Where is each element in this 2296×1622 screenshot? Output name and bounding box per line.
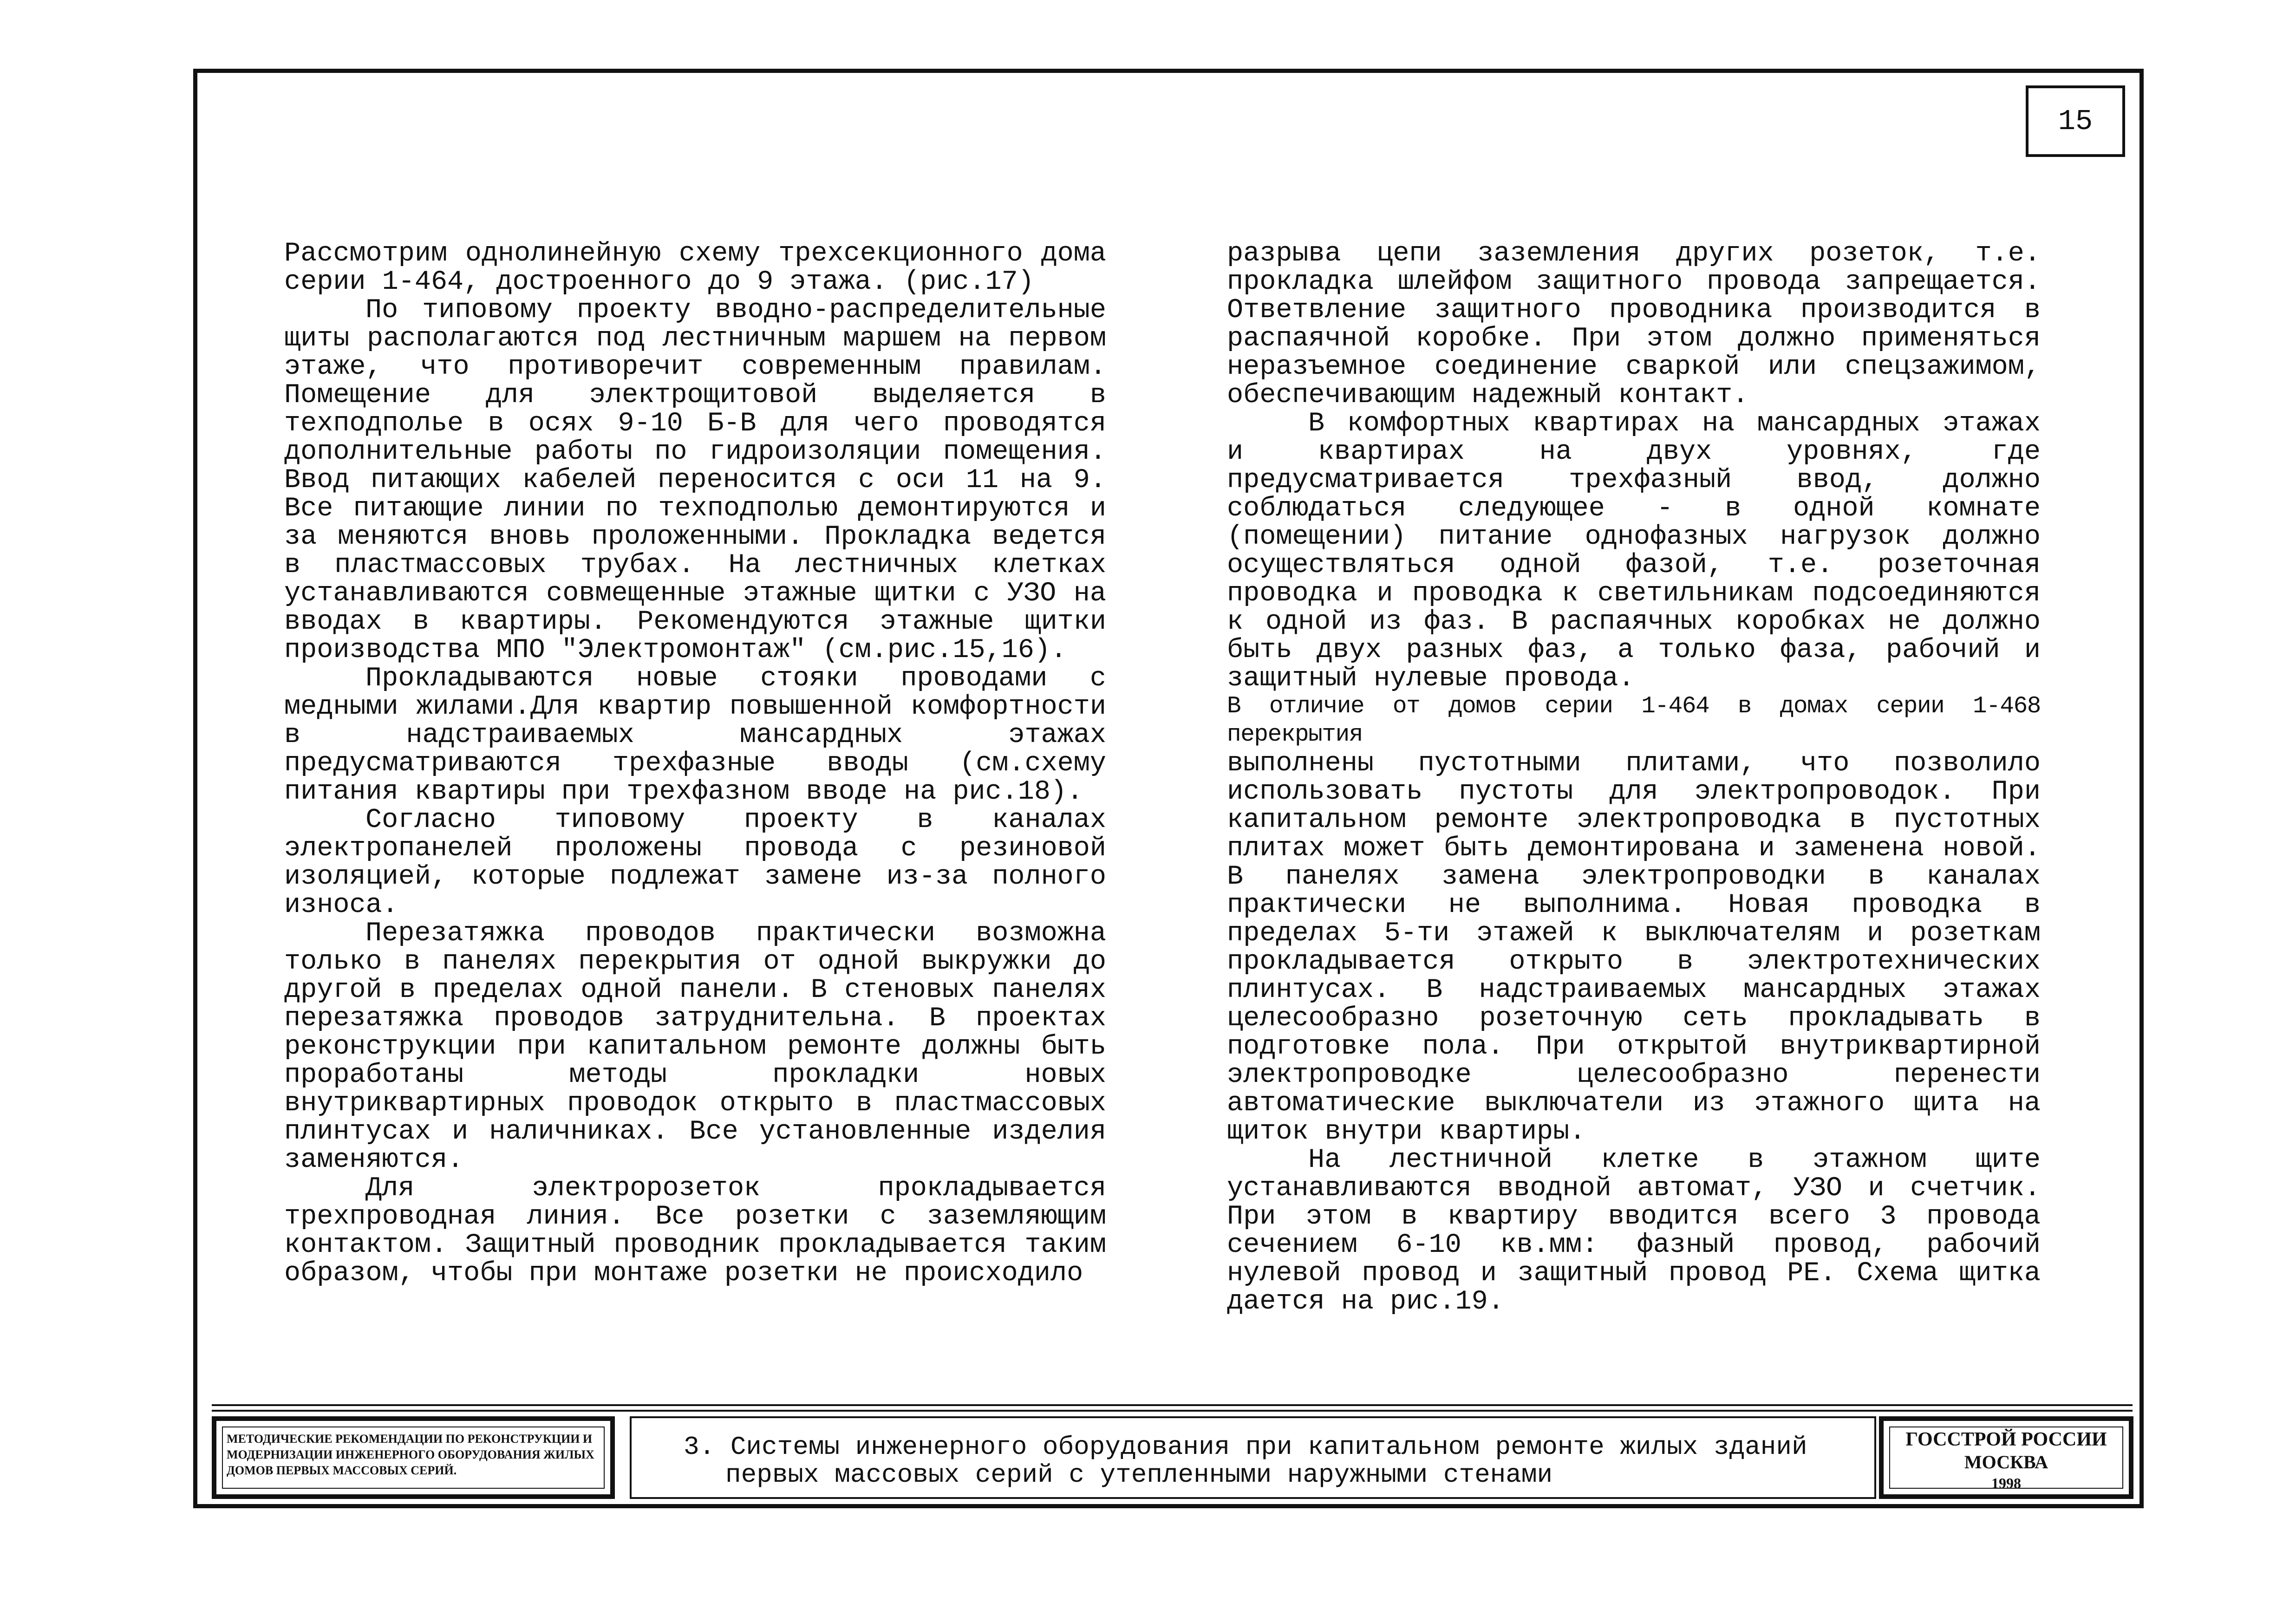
paragraph: разрыва цепи заземления других розеток, т.е. прокладка шлейфом защитного провода запрещается. Ответвление защитного проводника производится в распаячной коробке. При этом должно применяться неразъемное соединение сваркой или спецзажимом, обеспечивающим надежный контакт. — [1227, 238, 2041, 410]
paragraph: В отличие от домов серии 1-464 в домах серии 1-468 перекрытия — [1227, 693, 2041, 748]
paragraph: Прокладываются новые стояки проводами с медными жилами.Для квартир повышенной комфортности в надстраиваемых мансардных этажах предусматриваются трехфазные вводы (см.схему питания квартиры при трехфазном вводе на рис.18). — [284, 663, 1106, 807]
section-title-line-2: первых массовых серий с утепленными наружными стенами — [725, 1460, 1553, 1490]
right-text-column — [1227, 239, 2041, 1316]
title-block-rule-top — [212, 1404, 2133, 1406]
title-block-rule-bottom — [212, 1410, 2133, 1412]
document-series-box — [212, 1416, 615, 1499]
left-text-column — [284, 239, 1106, 1287]
publisher-organization: ГОССТРОЙ РОССИИ — [1905, 1429, 2107, 1450]
paragraph: выполнены пустотными плитами, что позволило использовать пустоты для электропроводок. При капитальном ремонте электропроводка в пустотных плитах может быть демонтирована и заменена новой. В панелях замена электропроводки в каналах практически не выполнима. Новая проводка в пределах 5-ти этажей к выключателям и розеткам прокладывается открыто в электротехнических плинтусах. В надстраиваемых мансардных этажах целесообразно розеточную сеть прокладывать в подготовке пола. При открытой внутриквартирной электропроводке целесообразно перенести автоматические выключатели из этажного щита на щиток внутри квартиры. — [1227, 748, 2041, 1147]
paragraph: Рассмотрим однолинейную схему трехсекционного дома серии 1-464, достроенного до 9 этажа. (рис.17) — [284, 238, 1106, 297]
section-title-box — [630, 1416, 1876, 1499]
document-series-title: МЕТОДИЧЕСКИЕ РЕКОМЕНДАЦИИ ПО РЕКОНСТРУКЦИИ И МОДЕРНИЗАЦИИ ИНЖЕНЕРНОГО ОБОРУДОВАНИЯ ЖИЛЫХ ДОМОВ ПЕРВЫХ МАССОВЫХ СЕРИЙ. — [227, 1432, 594, 1477]
paragraph: По типовому проекту вводно-распределительные щиты располагаются под лестничным маршем на первом этаже, что противоречит современным правилам. Помещение для электрощитовой выделяется в техподполье в осях 9-10 Б-В для чего проводятся дополнительные работы по гидроизоляции помещения. Ввод питающих кабелей переносится с оси 11 на 9. Все питающие линии по техподполью демонтируются и за меняются вновь проложенными. Прокладка ведется в пластмассовых трубах. На лестничных клетках устанавливаются совмещенные этажные щитки с УЗО на вводах в квартиры. Рекомендуются этажные щитки производства МПО "Электромонтаж" (см.рис.15,16). — [284, 294, 1106, 665]
section-title-line-1: 3. Системы инженерного оборудования при капитальном ремонте жилых зданий — [684, 1432, 1807, 1462]
page-number: 15 — [2058, 104, 2093, 138]
paragraph: В комфортных квартирах на мансардных этажах и квартирах на двух уровнях, где предусматривается трехфазный ввод, должно соблюдаться следующее - в одной комнате (помещении) питание однофазных нагрузок должно осуществляться одной фазой, т.е. розеточная проводка и проводка к светильникам подсоединяются к одной из фаз. В распаячных коробках не должно быть двух разных фаз, а только фаза, рабочий и защитный нулевые провода. — [1227, 408, 2041, 694]
page-number-box — [2026, 85, 2125, 157]
paragraph: На лестничной клетке в этажном щите устанавливаются вводной автомат, УЗО и счетчик. При этом в квартиру вводится всего 3 провода сечением 6-10 кв.мм: фазный провод, рабочий нулевой провод и защитный провод РЕ. Схема щитка дается на рис.19. — [1227, 1144, 2041, 1317]
section-title — [684, 1433, 1854, 1489]
publisher-year: 1998 — [1991, 1475, 2021, 1492]
publisher-info — [1884, 1428, 2129, 1492]
publisher-box — [1879, 1416, 2133, 1499]
publisher-city: МОСКВА — [1964, 1452, 2048, 1472]
paragraph: Для электророзеток прокладывается трехпроводная линия. Все розетки с заземляющим контактом. Защитный проводник прокладывается таким образом, чтобы при монтаже розетки не происходило — [284, 1173, 1106, 1289]
paragraph: Согласно типовому проекту в каналах электропанелей проложены провода с резиновой изоляцией, которые подлежат замене из-за полного износа. — [284, 804, 1106, 920]
paragraph: Перезатяжка проводов практически возможна только в панелях перекрытия от одной выкружки до другой в пределах одной панели. В стеновых панелях перезатяжка проводов затруднительна. В проектах реконструкции при капитальном ремонте должны быть проработаны методы прокладки новых внутриквартирных проводок открыто в пластмассовых плинтусах и наличниках. Все установленные изделия заменяются. — [284, 918, 1106, 1175]
